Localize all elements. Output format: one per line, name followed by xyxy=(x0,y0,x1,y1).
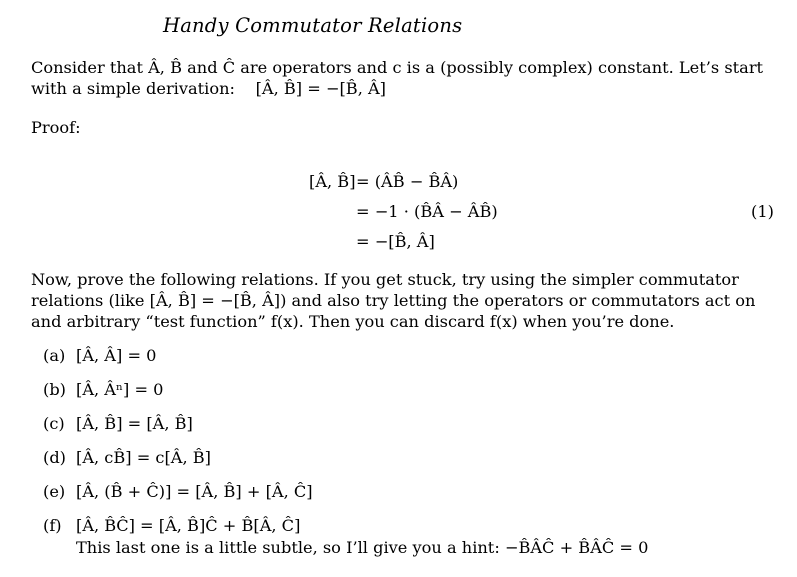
intro-paragraph xyxy=(31,57,776,99)
document-title: Handy Commutator Relations xyxy=(163,14,463,37)
list-item xyxy=(43,414,193,433)
intro-text: Consider that Â, B̂ and Ĉ are operators and c is a (possibly complex) constant. Let’s start with a simple derivation: xyxy=(31,58,764,98)
proof-label: Proof: xyxy=(31,118,81,137)
list-item xyxy=(43,482,313,501)
derivation-line-1: = (ÂB̂ − B̂Â) xyxy=(356,172,459,191)
derivation-line-2: = −1 · (B̂Â − ÂB̂) xyxy=(356,202,498,221)
item-label: (e) xyxy=(43,482,66,501)
list-item xyxy=(43,346,156,365)
derivation-line-3: = −[B̂, Â] xyxy=(356,232,435,251)
item-expression: [Â, cB̂] = c[Â, B̂] xyxy=(76,448,212,467)
item-expression: [Â, Âⁿ] = 0 xyxy=(76,380,164,399)
item-label: (c) xyxy=(43,414,65,433)
derivation-lhs: [Â, B̂] xyxy=(309,172,356,191)
item-expression: [Â, B̂] = [Â, B̂] xyxy=(76,414,193,433)
list-item xyxy=(43,448,211,467)
equation-number: (1) xyxy=(751,202,774,221)
item-label: (f) xyxy=(43,516,62,535)
item-label: (d) xyxy=(43,448,66,467)
item-expression: [Â, Â] = 0 xyxy=(76,346,157,365)
item-label: (a) xyxy=(43,346,66,365)
hint-text: This last one is a little subtle, so I’ll give you a hint: −B̂ÂĈ + B̂ÂĈ = 0 xyxy=(76,538,649,557)
instructions-paragraph: Now, prove the following relations. If you get stuck, try using the simpler commutator relations (like [Â, B̂] = −[B̂, Â]) and also try letting the operators or commutators act on and arbitrary “test function” f(x). Then you can discard f(x) when you’re done. xyxy=(31,270,756,331)
item-expression: [Â, (B̂ + Ĉ)] = [Â, B̂] + [Â, Ĉ] xyxy=(76,482,313,501)
list-item xyxy=(43,516,300,535)
item-expression: [Â, B̂Ĉ] = [Â, B̂]Ĉ + B̂[Â, Ĉ] xyxy=(76,516,301,535)
intro-formula: [Â, B̂] = −[B̂, Â] xyxy=(255,79,386,98)
item-label: (b) xyxy=(43,380,66,399)
list-item xyxy=(43,380,163,399)
